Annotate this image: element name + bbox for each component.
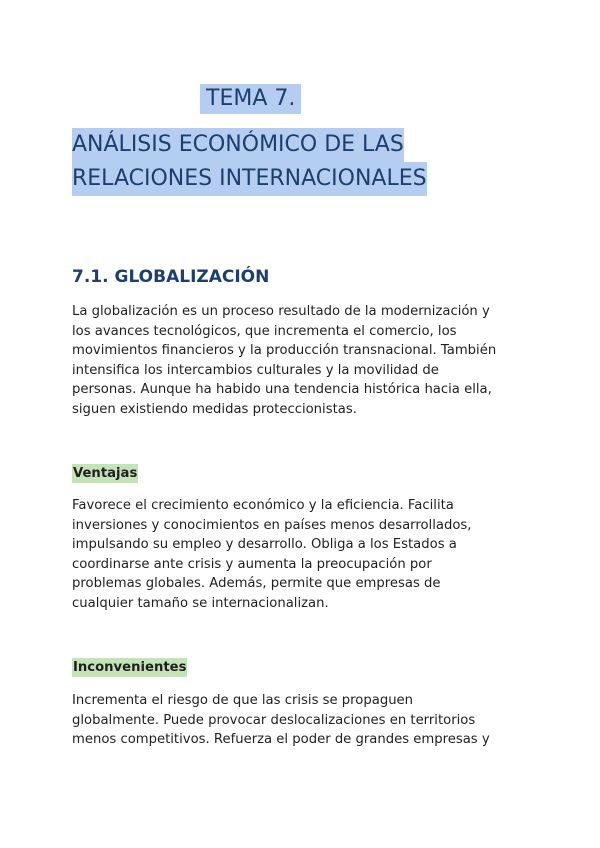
paragraph-line: globalmente. Puede provocar deslocalizaciones en territorios — [72, 712, 476, 728]
ventajas-heading: Ventajas — [73, 466, 138, 481]
paragraph-line: personas. Aunque ha habido una tendencia histórica hacia ella, — [72, 382, 492, 397]
inconvenientes-paragraph — [72, 691, 542, 750]
paragraph-line: Incrementa el riesgo de que las crisis se propaguen — [72, 693, 414, 708]
paragraph-line: coordinarse ante crisis y aumenta la preocupación por — [72, 556, 432, 572]
page-title — [72, 128, 427, 196]
paragraph-line: movimientos financieros y la producción transnacional. También — [72, 343, 497, 358]
paragraph-line: intensifica los intercambios culturales y la movilidad de — [72, 362, 439, 378]
paragraph-line: Favorece el crecimiento económico y la eficiencia. Facilita — [72, 498, 454, 513]
section-title: 7.1. GLOBALIZACIÓN — [72, 267, 270, 287]
paragraph-line: los avances tecnológicos, que incrementa el comercio, los — [72, 323, 457, 339]
topic-number: TEMA 7. — [200, 84, 301, 114]
paragraph-line: inversiones y conocimientos en países menos desarrollados, — [72, 517, 472, 533]
ventajas-paragraph — [72, 496, 542, 613]
inconvenientes-heading: Inconvenientes — [73, 660, 187, 675]
intro-paragraph — [72, 302, 542, 419]
paragraph-line: La globalización es un proceso resultado de la modernización y — [72, 304, 490, 319]
paragraph-line: menos competitivos. Refuerza el poder de grandes empresas y — [72, 732, 490, 747]
paragraph-line: impulsando su empleo y desarrollo. Obliga a los Estados a — [72, 537, 457, 552]
page-title-line-1: ANÁLISIS ECONÓMICO DE LAS — [72, 128, 404, 162]
paragraph-line: problemas globales. Además, permite que empresas de — [72, 576, 441, 591]
page-title-line-2: RELACIONES INTERNACIONALES — [72, 162, 427, 196]
paragraph-line: siguen existiendo medidas proteccionistas. — [72, 401, 357, 417]
paragraph-line: cualquier tamaño se internacionalizan. — [72, 595, 329, 611]
